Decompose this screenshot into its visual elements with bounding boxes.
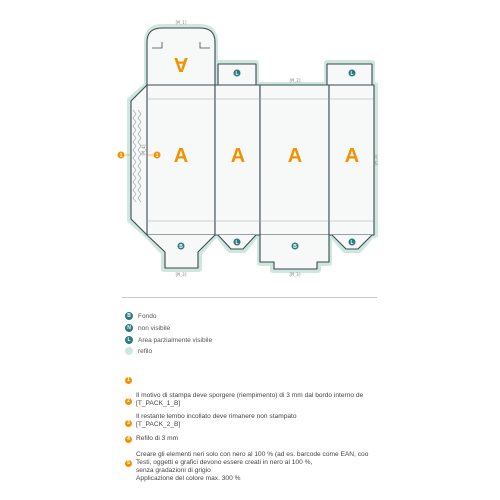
svg-text:L: L <box>350 239 354 246</box>
note-number: 3 <box>125 420 132 427</box>
note-number: 2 <box>125 398 132 405</box>
legend-item-bleed <box>125 347 152 355</box>
separator-line <box>122 297 377 298</box>
glue-flap <box>131 85 147 235</box>
svg-text:B: B <box>179 243 183 250</box>
legend-item-partial <box>125 336 212 344</box>
svg-text:L: L <box>235 70 239 77</box>
svg-text:1: 1 <box>155 152 159 159</box>
dieline-outline <box>131 28 374 269</box>
note-text: Applicazione del colore max. 300 % <box>136 475 241 482</box>
marker-left-outer <box>118 152 125 159</box>
panel-letter-2: A <box>230 145 246 167</box>
panel-letter-tuck: A <box>173 53 189 75</box>
dim-top: [M_1] <box>174 20 188 25</box>
dim-side: [M_2] <box>288 78 302 83</box>
note-number: 4 <box>125 436 132 443</box>
bottom-badge-icon: B <box>125 312 133 320</box>
dim-bottom-2: [M_3] <box>288 272 302 277</box>
note-5 <box>125 459 390 491</box>
legend-label: Area parzialmente visibile <box>138 336 213 344</box>
legend-item-not-visible <box>125 324 170 332</box>
bottom-flap-1 <box>147 235 215 268</box>
note-text: Refilo di 3 mm <box>136 435 179 442</box>
note-text: Creare gli elementi neri solo con nero al 100 % (ad es. barcode come EAN, coo Testi, oggetti e grafici devono essere creati in nero al 100 %, senza gradazioni di grigio <box>136 451 369 474</box>
dim-bottom: [M_3] <box>174 272 188 277</box>
note-text: Il motivo di stampa deve sporgere (riempimento) di 3 mm dal bordo interno de [T_PACK_1_B] <box>136 392 364 407</box>
dim-width: [M_4] <box>141 143 146 157</box>
panel-letter-1: A <box>173 145 189 167</box>
panel-letter-4: A <box>344 145 360 167</box>
partial-badge-icon: L <box>125 336 133 344</box>
legend-label: Fondo <box>138 312 157 320</box>
svg-text:1: 1 <box>119 152 123 159</box>
svg-text:L: L <box>350 70 354 77</box>
legend-label: non visibile <box>138 324 171 332</box>
note-text: Il restante lembo incollato deve rimanere non stampato [T_PACK_2_B] <box>136 413 297 428</box>
note-number: 5 <box>125 460 132 467</box>
panel-letter-3: A <box>287 145 303 167</box>
dim-right: [M_5] <box>373 153 378 167</box>
note-number: 1 <box>125 377 132 384</box>
bleed-swatch-icon <box>125 347 133 355</box>
svg-text:L: L <box>235 239 239 246</box>
not-visible-badge-icon: N <box>125 324 133 332</box>
svg-text:B: B <box>293 243 297 250</box>
legend-label: refilo <box>138 347 153 355</box>
legend-item-bottom <box>125 312 156 320</box>
